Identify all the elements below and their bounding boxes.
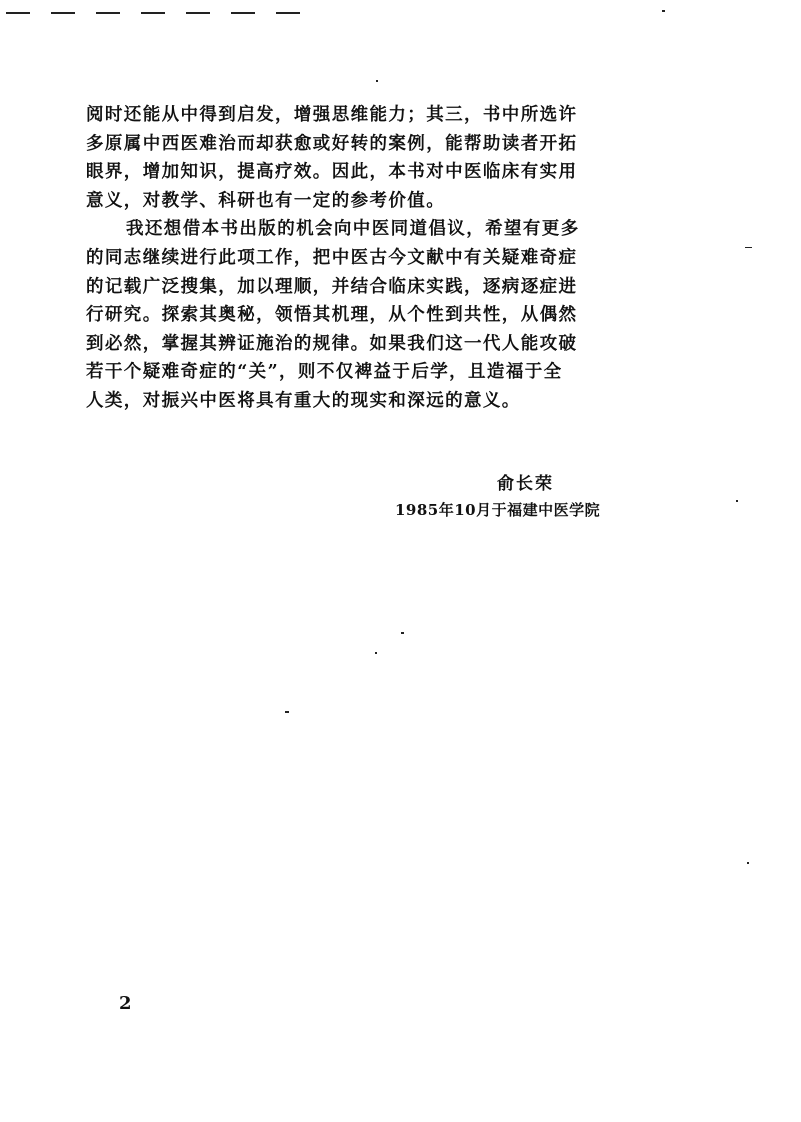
date-place-line: 1985年10月于福建中医学院 — [395, 501, 601, 519]
preface-body — [86, 101, 666, 416]
text-line: 行研究。探索其奥秘，领悟其机理，从个性到共性，从偶然 — [86, 305, 578, 326]
scan-speck — [662, 10, 665, 12]
text-line: 阅时还能从中得到启发，增强思维能力；其三，书中所选许 — [86, 105, 578, 125]
text-line: 若干个疑难奇症的“关”，则不仅裨益于后学，且造福于全 — [86, 362, 563, 383]
scan-speck — [375, 652, 377, 654]
scan-speck — [401, 632, 404, 634]
scan-dash — [96, 12, 120, 14]
text-line: 的同志继续进行此项工作，把中医古今文献中有关疑难奇症 — [86, 247, 578, 268]
scan-speck — [376, 80, 378, 82]
scan-speck — [736, 500, 738, 502]
scan-dash — [186, 12, 210, 14]
text-line: 到必然，掌握其辨证施治的规律。如果我们这一代人能攻破 — [86, 333, 578, 354]
scan-dash — [231, 12, 255, 14]
scan-speck — [747, 862, 749, 864]
scan-dash — [6, 12, 30, 14]
text-line: 多原属中西医难治而却获愈或好转的案例，能帮助读者开拓 — [86, 133, 578, 154]
author-signature: 俞长荣 — [497, 474, 554, 494]
scan-dash — [51, 12, 75, 14]
scan-dash — [141, 12, 165, 14]
scan-dash — [276, 12, 300, 14]
scan-speck — [745, 247, 752, 248]
text-line: 人类，对振兴中医将具有重大的现实和深远的意义。 — [86, 390, 521, 411]
text-line: 我还想借本书出版的机会向中医同道倡议，希望有更多 — [126, 219, 580, 240]
text-line: 眼界，增加知识，提高疗效。因此，本书对中医临床有实用 — [86, 162, 578, 183]
text-line: 意义，对教学、科研也有一定的参考价值。 — [86, 190, 446, 211]
scan-speck — [285, 711, 289, 713]
page-number: 2 — [119, 993, 132, 1014]
top-scan-dashes — [6, 12, 300, 14]
text-line: 的记载广泛搜集，加以理顺，并结合临床实践，逐病逐症进 — [86, 276, 578, 297]
